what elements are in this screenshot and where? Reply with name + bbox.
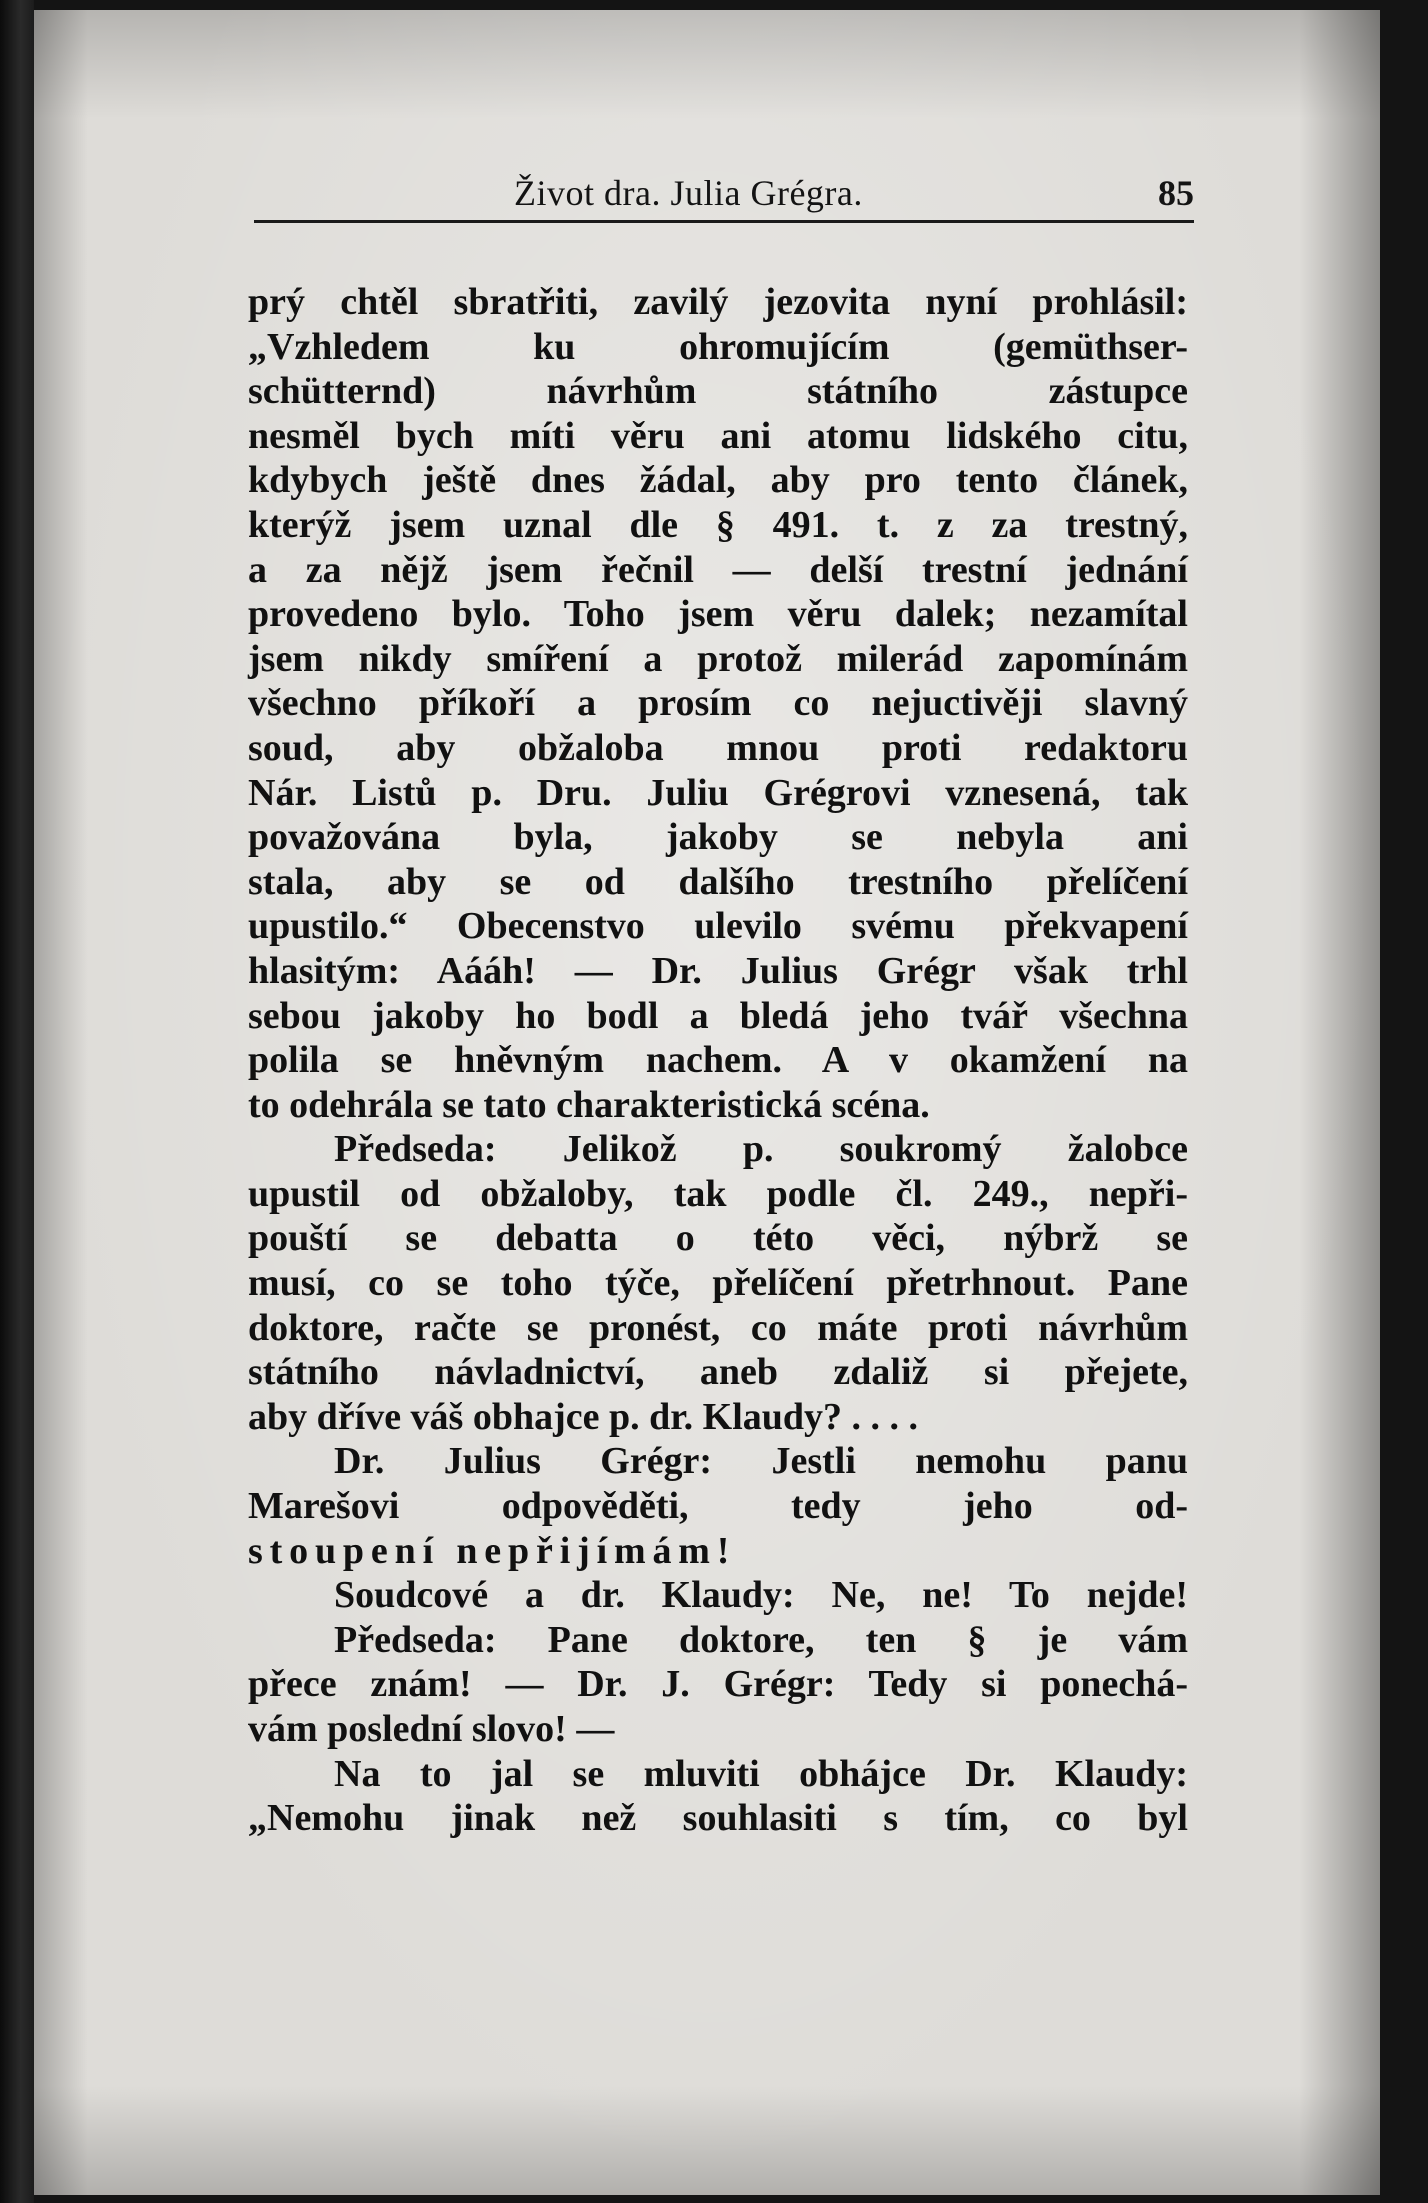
body-text [248,280,1188,1841]
text-line: státního návladnictví, aneb zdaliž si přejete, [248,1351,1188,1394]
page-number: 85 [1158,173,1194,213]
text-line: Dr. Julius Grégr: Jestli nemohu panu [334,1440,1188,1483]
text-line: Předseda: Pane doktore, ten § je vám [334,1618,1188,1661]
scan-edge [0,0,34,2203]
text-line: vám poslední slovo! — [248,1708,615,1750]
text-line: stala, aby se od dalšího trestního přelíčení [248,860,1188,903]
text-line: polila se hněvným nachem. A v okamžení na [248,1039,1188,1082]
text-line: musí, co se toho týče, přelíčení přetrhnout. Pane [248,1262,1188,1305]
text-line: Na to jal se mluviti obhájce Dr. Klaudy: [334,1752,1188,1795]
text-line: soud, aby obžaloba mnou proti redaktoru [248,726,1188,769]
text-line: stoupení nepřijímám! [248,1529,737,1572]
text-line: to odehrála se tato charakteristická scéna. [248,1083,930,1126]
text-line: sebou jakoby ho bodl a bledá jeho tvář všechna [248,994,1188,1037]
running-title: Život dra. Julia Grégra. [514,173,863,213]
text-line: „Nemohu jinak než souhlasiti s tím, co byl [248,1797,1188,1840]
text-line: doktore, račte se pronést, co máte proti návrhům [248,1306,1188,1349]
text-line: upustilo.“ Obecenstvo ulevilo svému překvapení [248,905,1188,948]
text-line: „Vzhledem ku ohromujícím (gemüthser- [248,325,1188,368]
text-line: Soudcové a dr. Klaudy: Ne, ne! To nejde! [334,1574,1188,1617]
text-line: jsem nikdy smíření a protož milerád zapomínám [248,637,1188,680]
text-line: pouští se debatta o této věci, nýbrž se [248,1217,1188,1260]
text-line: považována byla, jakoby se nebyla ani [248,816,1188,859]
text-line: všechno příkoří a prosím co nejuctivěji slavný [248,682,1188,725]
text-line: upustil od obžaloby, tak podle čl. 249., nepři- [248,1172,1188,1215]
text-line: schütternd) návrhům státního zástupce [248,370,1188,413]
text-line: kterýž jsem uznal dle § 491. t. z za trestný, [248,503,1188,546]
text-line: přece znám! — Dr. J. Grégr: Tedy si ponechá- [248,1663,1188,1706]
text-line: kdybych ještě dnes žádal, aby pro tento článek, [248,459,1188,502]
text-line: provedeno bylo. Toho jsem věru dalek; nezamítal [248,593,1188,636]
text-line: a za nějž jsem řečnil — delší trestní jednání [248,548,1188,591]
book-page [34,10,1380,2195]
text-line: Předseda: Jelikož p. soukromý žalobce [334,1128,1188,1171]
text-line: aby dříve váš obhajce p. dr. Klaudy? . . . . [248,1395,919,1438]
text-line: Nár. Listů p. Dru. Juliu Grégrovi vznesená, tak [248,771,1188,814]
text-line: hlasitým: Aááh! — Dr. Julius Grégr však trhl [248,949,1188,992]
text-line: Marešovi odpověděti, tedy jeho od- [248,1485,1188,1528]
text-line: prý chtěl sbratřiti, zavilý jezovita nyní prohlásil: [248,281,1188,323]
page-header [254,170,1194,223]
text-line: nesměl bych míti věru ani atomu lidského citu, [248,414,1188,457]
